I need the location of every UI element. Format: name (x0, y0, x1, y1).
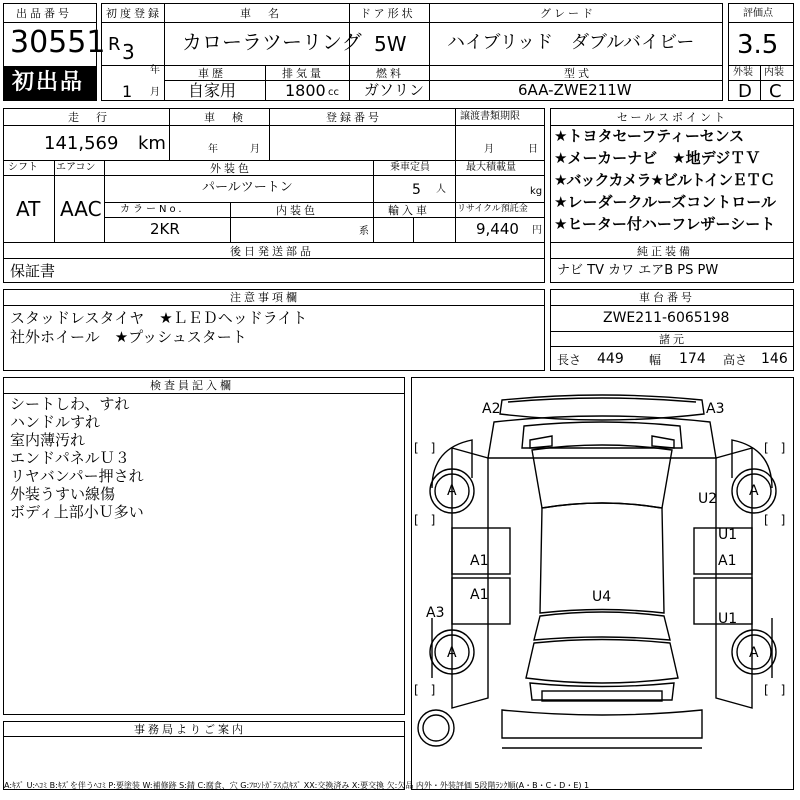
equipment: ナビ TV カワ エアB PS PW (557, 263, 719, 278)
score-label: 評価点 (743, 8, 773, 19)
damage-mark-left-rear-door: A1 (470, 587, 489, 603)
lot-number-box (3, 3, 106, 101)
vehicle-info-box (3, 108, 545, 283)
lot-number: 30551 (10, 25, 106, 60)
office-notice-box (3, 721, 405, 790)
fuel: ガソリン (364, 81, 425, 99)
inspector-notes-list (10, 397, 144, 523)
bracket-right-low: [ ] (764, 683, 786, 697)
transfer-month-unit: 月 (484, 144, 494, 155)
sales-points-list (554, 129, 776, 239)
grade-label: グレード (540, 7, 596, 20)
score-box (728, 3, 794, 101)
equipment-label: 純正装備 (637, 245, 693, 258)
inspector-note: リヤバンパー押され (10, 467, 144, 485)
car-history-label: 車歴 (198, 67, 226, 80)
displacement: 1800 (285, 81, 326, 100)
mileage-unit: km (138, 133, 166, 154)
import-label: 輸入車 (388, 204, 430, 217)
length-label: 長さ (557, 353, 582, 367)
office-notice-label: 事務局よりご案内 (134, 723, 246, 736)
displacement-label: 排気量 (282, 67, 324, 80)
width-label: 幅 (649, 353, 662, 367)
sales-point: ★バックカメラ★ビルトインＥＴＣ (554, 171, 775, 189)
inspector-note: 外装うすい線傷 (10, 485, 116, 503)
length: 449 (597, 351, 624, 367)
inspector-note: ボディ上部小Ｕ多い (10, 503, 144, 521)
bracket-left-top: [ ] (414, 441, 436, 455)
exterior-grade-label: 外装 (733, 67, 753, 78)
first-registration-year: 3 (122, 40, 135, 64)
color-number-label: カラーNo. (120, 204, 185, 215)
mileage-label: 走 行 (68, 111, 110, 124)
damage-mark-front-left-bumper: A2 (482, 401, 501, 417)
chassis-number-label: 車台番号 (639, 291, 695, 304)
first-listing-badge: 初出品 (12, 70, 85, 95)
aircon: AAC (60, 197, 102, 221)
aircon-label: エアコン (56, 162, 96, 173)
max-load-unit: kg (530, 186, 543, 197)
inspector-notes-label: 検査員記入欄 (150, 379, 234, 392)
capacity: 5 (412, 182, 421, 198)
exterior-color-label: 外装色 (210, 162, 252, 175)
interior-grade-label: 内装 (764, 67, 784, 78)
damage-mark-right-front-door-a: A1 (718, 553, 737, 569)
damage-mark-roof: U4 (592, 589, 612, 605)
capacity-unit: 人 (436, 184, 446, 195)
damage-mark-right-rear-door: U1 (718, 611, 738, 627)
damage-mark-left-front-door: A1 (470, 553, 489, 569)
shift: AT (16, 197, 41, 221)
damage-mark-tire-rl: A (447, 645, 457, 661)
sales-points-box (550, 108, 794, 283)
door-type: 5W (374, 32, 407, 56)
inspector-note: ハンドルすれ (10, 413, 101, 431)
inspector-notes-box (3, 377, 405, 715)
car-condition-diagram (411, 377, 794, 790)
recycle-fee: 9,440 (476, 220, 519, 238)
inspection-label: 車 検 (204, 111, 246, 124)
interior-color-unit: 系 (359, 226, 369, 237)
bracket-right-top: [ ] (764, 441, 786, 455)
height: 146 (761, 351, 788, 367)
inspector-note: シートしわ、すれ (10, 395, 130, 413)
exterior-color: パールツートン (202, 180, 293, 195)
bracket-left-mid: [ ] (414, 513, 436, 527)
height-label: 高さ (723, 353, 748, 367)
bracket-left-low: [ ] (414, 683, 436, 697)
max-load-label: 最大積載量 (466, 162, 516, 173)
chassis-box (550, 289, 794, 371)
damage-mark-right-fender: U2 (698, 491, 718, 507)
fuel-label: 燃料 (376, 67, 404, 80)
sales-point: ★トヨタセーフティーセンス (554, 127, 745, 145)
car-name: カローラツーリング (182, 30, 362, 54)
caution-box (3, 289, 545, 371)
registration-number-label: 登録番号 (326, 111, 382, 124)
lot-number-label: 出品番号 (16, 7, 72, 20)
damage-mark-tire-fl: A (447, 483, 457, 499)
recycle-fee-label: リサイクル預託金 (457, 204, 528, 214)
sales-point: ★メーカーナビ ★地デジＴＶ (554, 149, 761, 167)
sales-point: ★レーダークルーズコントロール (554, 193, 776, 211)
dimensions-label: 諸元 (659, 333, 687, 346)
first-registration-era: R (108, 34, 121, 55)
first-registration-month: 1 (122, 82, 133, 101)
car-name-label: 車 名 (240, 7, 282, 20)
door-type-label: ドア形状 (360, 7, 416, 20)
sales-point: ★ヒーター付ハーフレザーシート (554, 215, 776, 233)
car-outline (412, 378, 793, 789)
vehicle-header-box (101, 3, 723, 101)
car-history: 自家用 (188, 81, 237, 100)
damage-mark-tire-fr: A (749, 483, 759, 499)
month-unit: 月 (150, 87, 160, 98)
bracket-right-mid: [ ] (764, 513, 786, 527)
later-parts: 保証書 (10, 262, 56, 280)
width: 174 (679, 351, 706, 367)
transfer-deadline-label: 譲渡書類期限 (460, 111, 520, 122)
model-code: 6AA-ZWE211W (518, 81, 632, 99)
inspector-note: エンドパネルＵ３ (10, 449, 130, 467)
damage-mark-tire-rr: A (749, 645, 759, 661)
exterior-grade: D (738, 81, 752, 102)
damage-mark-right-front-door-u: U1 (718, 527, 738, 543)
first-registration-label: 初度登録 (106, 7, 162, 20)
color-number: 2KR (150, 220, 180, 238)
interior-color-label: 内装色 (276, 204, 318, 217)
shift-label: シフト (8, 162, 38, 173)
damage-mark-rear-left-quarter: A3 (426, 605, 445, 621)
score: 3.5 (737, 30, 779, 60)
caution-line: 社外ホイール ★プッシュスタート (10, 328, 247, 346)
chassis-number: ZWE211-6065198 (603, 310, 730, 326)
inspection-year-unit: 年 (208, 144, 218, 155)
model-code-label: 型式 (564, 67, 592, 80)
transfer-day-unit: 日 (528, 144, 538, 155)
displacement-unit: cc (328, 87, 339, 98)
capacity-label: 乗車定員 (390, 162, 430, 173)
caution-line: スタッドレスタイヤ ★ＬＥＤヘッドライト (10, 309, 308, 327)
year-unit: 年 (150, 65, 160, 76)
grade: ハイブリッド ダブルバイビー (447, 32, 695, 53)
later-parts-label: 後日発送部品 (230, 245, 314, 258)
legend: A:ｷｽﾞ U:ﾍｺﾐ B:ｷｽﾞを伴うﾍｺﾐ P:要塗装 W:補修跡 S:錆 C:腐食、穴 G:ﾌﾛﾝﾄｶﾞﾗｽ点ｷｽﾞ XX:交換済み X:要交換 欠:欠品 内外・外装評価 5段階ﾗﾝｸ順(A・B・C・D・E) 1 (4, 781, 590, 790)
inspector-note: 室内薄汚れ (10, 431, 86, 449)
mileage: 141,569 (44, 133, 119, 154)
caution-label: 注意事項欄 (230, 291, 300, 304)
interior-grade: C (769, 81, 782, 102)
recycle-fee-unit: 円 (532, 225, 542, 236)
inspection-month-unit: 月 (250, 144, 260, 155)
sales-points-label: セールスポイント (617, 111, 729, 124)
damage-mark-front-right-bumper: A3 (706, 401, 725, 417)
